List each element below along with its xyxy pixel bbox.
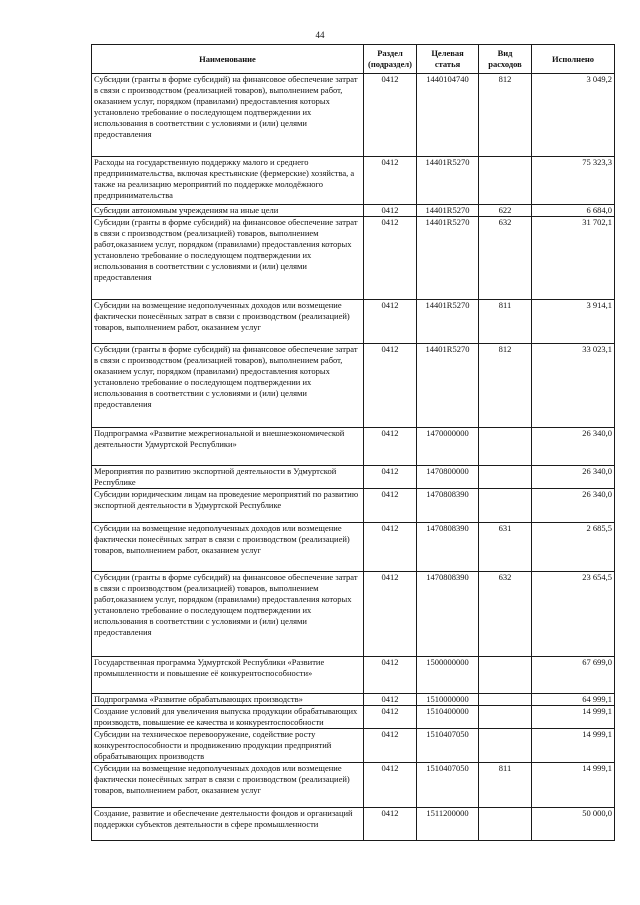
table-row [92,205,615,217]
cell-section: 0412 [364,344,417,428]
cell-section: 0412 [364,157,417,205]
cell-executed: 50 000,0 [532,808,615,841]
table-row [92,428,615,466]
cell-article: 14401R5270 [417,157,479,205]
cell-executed: 75 323,3 [532,157,615,205]
table-row [92,694,615,706]
table-row [92,466,615,489]
cell-executed: 3 049,2 [532,74,615,157]
cell-article: 14401R5270 [417,344,479,428]
cell-section: 0412 [364,729,417,763]
cell-executed: 14 999,1 [532,763,615,808]
cell-article: 1510400000 [417,706,479,729]
cell-name: Субсидии на возмещение недополученных доходов или возмещение фактически понесённых затрат в связи с производством (реализацией) товаров, выполнением работ, оказанием услуг [92,300,364,344]
cell-article: 1510407050 [417,763,479,808]
table-row [92,489,615,523]
cell-name: Субсидии (гранты в форме субсидий) на финансовое обеспечение затрат в связи с производством (реализацией товаров), выполнением работ, оказанием услуг, порядком (правилами) предоставления которых установлено требование о последующем подтверждении их использования в соответствии с условиями и (или) целями предоставления [92,74,364,157]
cell-name: Подпрограмма «Развитие межрегиональной и внешнеэкономической деятельности Удмуртской Республики» [92,428,364,466]
cell-executed: 31 702,1 [532,217,615,300]
table-row [92,344,615,428]
cell-article: 1511200000 [417,808,479,841]
cell-article: 1470808390 [417,572,479,657]
cell-kind [479,428,532,466]
cell-name: Субсидии на техническое перевооружение, содействие росту конкурентоспособности и продвижению продукции предприятий обрабатывающих производств [92,729,364,763]
cell-kind: 812 [479,344,532,428]
cell-section: 0412 [364,694,417,706]
cell-executed: 14 999,1 [532,706,615,729]
cell-article: 1510000000 [417,694,479,706]
column-header-executed: Исполнено [532,45,615,74]
cell-name: Субсидии автономным учреждениям на иные цели [92,205,364,217]
cell-name: Субсидии на возмещение недополученных доходов или возмещение фактически понесённых затрат в связи с производством (реализацией) товаров, выполнением работ, оказанием услуг [92,523,364,572]
table-row [92,808,615,841]
cell-article: 1510407050 [417,729,479,763]
cell-executed: 6 684,0 [532,205,615,217]
cell-executed: 23 654,5 [532,572,615,657]
column-header-article: Целевая статья [417,45,479,74]
cell-name: Создание, развитие и обеспечение деятельности фондов и организаций поддержки субъектов деятельности в сфере промышленности [92,808,364,841]
column-header-section: Раздел (подраздел) [364,45,417,74]
cell-executed: 26 340,0 [532,489,615,523]
cell-kind [479,694,532,706]
cell-name: Государственная программа Удмуртской Республики «Развитие промышленности и повышение её конкурентоспособности» [92,657,364,694]
cell-kind: 632 [479,572,532,657]
cell-name: Создание условий для увеличения выпуска продукции обрабатывающих производств, повышение ее качества и конкурентоспособности [92,706,364,729]
cell-name: Субсидии на возмещение недополученных доходов или возмещение фактически понесённых затрат в связи с производством (реализацией) товаров, выполнением работ, оказанием услуг [92,763,364,808]
cell-kind: 812 [479,74,532,157]
cell-kind: 631 [479,523,532,572]
cell-section: 0412 [364,217,417,300]
cell-kind: 811 [479,763,532,808]
column-header-kind: Вид расходов [479,45,532,74]
table-row [92,74,615,157]
page-number: 44 [315,30,325,40]
cell-executed: 26 340,0 [532,428,615,466]
cell-kind [479,157,532,205]
cell-kind [479,706,532,729]
cell-article: 1470800000 [417,466,479,489]
cell-name: Субсидии (гранты в форме субсидий) на финансовое обеспечение затрат в связи с производством (реализацией) товаров, выполнением работ,оказанием услуг, порядком (правилами) предоставления которых установлено требование о последующем подтверждении их использования в соответствии с условиями и (или) целями предоставления [92,217,364,300]
cell-section: 0412 [364,205,417,217]
cell-name: Субсидии (гранты в форме субсидий) на финансовое обеспечение затрат в связи с производством (реализацией товаров), выполнением работ, оказанием услуг, порядком (правилами) предоставления которых установлено требование о последующем подтверждении их использования в соответствии с условиями и (или) целями предоставления [92,344,364,428]
cell-article: 1470808390 [417,523,479,572]
cell-article: 1500000000 [417,657,479,694]
cell-kind [479,729,532,763]
cell-article: 14401R5270 [417,300,479,344]
cell-article: 1470808390 [417,489,479,523]
cell-section: 0412 [364,428,417,466]
table-row [92,572,615,657]
cell-section: 0412 [364,706,417,729]
cell-kind: 811 [479,300,532,344]
budget-table [91,44,615,841]
cell-section: 0412 [364,74,417,157]
cell-section: 0412 [364,523,417,572]
cell-section: 0412 [364,808,417,841]
cell-section: 0412 [364,763,417,808]
cell-section: 0412 [364,466,417,489]
cell-kind [479,466,532,489]
cell-executed: 2 685,5 [532,523,615,572]
cell-kind [479,808,532,841]
cell-section: 0412 [364,572,417,657]
cell-section: 0412 [364,657,417,694]
cell-section: 0412 [364,489,417,523]
cell-article: 1470000000 [417,428,479,466]
cell-name: Субсидии юридическим лицам на проведение мероприятий по развитию экспортной деятельности в Удмуртской Республике [92,489,364,523]
cell-article: 14401R5270 [417,217,479,300]
table-row [92,657,615,694]
table-header-row [92,45,615,74]
cell-executed: 3 914,1 [532,300,615,344]
cell-executed: 14 999,1 [532,729,615,763]
cell-section: 0412 [364,300,417,344]
cell-executed: 64 999,1 [532,694,615,706]
cell-name: Субсидии (гранты в форме субсидий) на финансовое обеспечение затрат в связи с производством (реализацией) товаров, выполнением работ,оказанием услуг, порядком (правилами) предоставления которых установлено требование о последующем подтверждении их использования в соответствии с условиями и (или) целями предоставления [92,572,364,657]
table-row [92,763,615,808]
table-row [92,729,615,763]
cell-executed: 26 340,0 [532,466,615,489]
cell-executed: 33 023,1 [532,344,615,428]
cell-kind [479,489,532,523]
table-row [92,523,615,572]
cell-article: 1440104740 [417,74,479,157]
table-row [92,217,615,300]
cell-article: 14401R5270 [417,205,479,217]
table-row [92,157,615,205]
cell-kind [479,657,532,694]
cell-name: Мероприятия по развитию экспортной деятельности в Удмуртской Республике [92,466,364,489]
cell-kind: 632 [479,217,532,300]
table-row [92,300,615,344]
cell-kind: 622 [479,205,532,217]
table-row [92,706,615,729]
cell-name: Расходы на государственную поддержку малого и среднего предпринимательства, включая крестьянские (фермерские) хозяйства, а также на реализацию мероприятий по поддержке молодёжного предпринимательства [92,157,364,205]
cell-name: Подпрограмма «Развитие обрабатывающих производств» [92,694,364,706]
column-header-name: Наименование [92,45,364,74]
cell-executed: 67 699,0 [532,657,615,694]
